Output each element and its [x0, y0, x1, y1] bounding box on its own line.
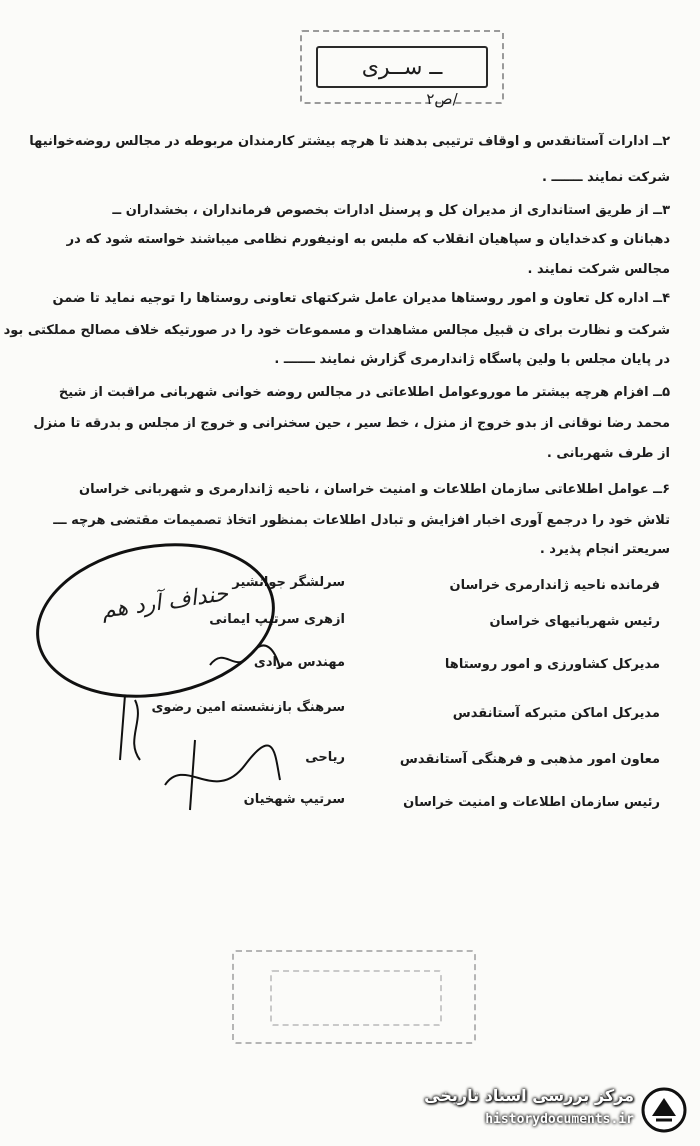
signatory-title: معاون امور مذهبی و فرهنگی آستانقدس: [399, 752, 660, 767]
signature-scribble: [205, 640, 285, 680]
body-line: ۴ــ اداره کل تعاون و امور روستاها مدیران عامل شرکتهای تعاونی روستاها را توجیه نماید تا ضمن: [52, 291, 670, 306]
signatory-name: ریاحی: [305, 750, 345, 765]
page-number: ص۲/: [426, 90, 458, 108]
body-line: تلاش خود را درجمع آوری اخبار افزایش و تبادل اطلاعات بمنظور اتخاذ تصمیمات مقتضی هرچه ـــ: [53, 513, 670, 528]
body-line: شرکت و نظارت برای ن قبیل مجالس مشاهدات و مسموعات خود را در صورتیکه خلاف مصالح مملکتی بود: [3, 323, 670, 338]
signatory-name: سرلشگر جوانشیر: [232, 575, 345, 590]
signatory-name: ازهری سرتیپ ایمانی: [209, 612, 345, 627]
seal-ellipse: [24, 525, 288, 716]
classification-stamp: [300, 30, 504, 104]
signatory-title: رئیس شهربانیهای خراسان: [489, 614, 660, 629]
archive-logo-icon: [640, 1086, 688, 1134]
body-line: ۵ــ افزام هرچه بیشتر ما موروعوامل اطلاعاتی در مجالس روضه خوانی شهربانی مراقبت از شیخ: [58, 385, 670, 400]
watermark-title: مرکز بررسی اسناد تاریخی: [424, 1086, 634, 1105]
archive-stamp: [232, 950, 476, 1044]
signature-scribble: [155, 735, 285, 815]
body-line: مجالس شرکت نمایند .: [527, 262, 670, 277]
signatory-name: مهندس مرادی: [253, 655, 345, 670]
signatory-title: مدیرکل کشاورزی و امور روستاها: [444, 657, 660, 672]
archive-stamp-inner: [270, 970, 442, 1026]
signatory-name: سرتیپ شهخیان: [243, 792, 345, 807]
body-line: دهبانان و کدخدایان و سپاهیان انقلاب که ملبس به اونیفورم نظامی میباشند خواسته شود که در: [66, 232, 670, 247]
body-line: شرکت نمایند ـــــــ .: [542, 170, 670, 185]
body-line: در پایان مجلس با ولین پاسگاه ژاندارمری گزارش نمایند ـــــــ .: [274, 352, 670, 367]
watermark-url: historydocuments.ir: [485, 1112, 634, 1127]
body-line: ۶ــ عوامل اطلاعاتی سازمان اطلاعات و امنیت خراسان ، ناحیه ژاندارمری و شهربانی خراسان: [79, 482, 670, 497]
seal-signature: حنداف آرد هم: [100, 581, 230, 624]
signatory-name: سرهنگ بازنشسته امین رضوی: [151, 700, 345, 715]
classification-stamp-text: ــ ســری: [316, 46, 488, 88]
body-line: از طرف شهربانی .: [546, 446, 670, 461]
body-line: ۲ــ ادارات آستانقدس و اوقاف ترتیبی بدهند تا هرچه بیشتر کارمندان مربوطه در مجالس روضه‌خوانیها: [29, 134, 670, 149]
body-line: محمد رضا نوقانی از بدو خروج از منزل ، خط سیر ، حین سخنرانی و خروج از مجلس و بدرقه تا منزل: [33, 416, 670, 431]
signatory-title: مدیرکل اماکن متبرکه آستانقدس: [452, 706, 660, 721]
body-line: سریعتر انجام پذیرد .: [539, 542, 670, 557]
watermark: [390, 1082, 690, 1140]
signatory-title: فرمانده ناحیه ژاندارمری خراسان: [449, 578, 660, 593]
body-line: ۳ــ از طریق استانداری از مدیران کل و پرسنل ادارات بخصوص فرمانداران ، بخشداران ــ: [112, 203, 670, 218]
signatory-title: رئیس سازمان اطلاعات و امنیت خراسان: [403, 795, 660, 810]
